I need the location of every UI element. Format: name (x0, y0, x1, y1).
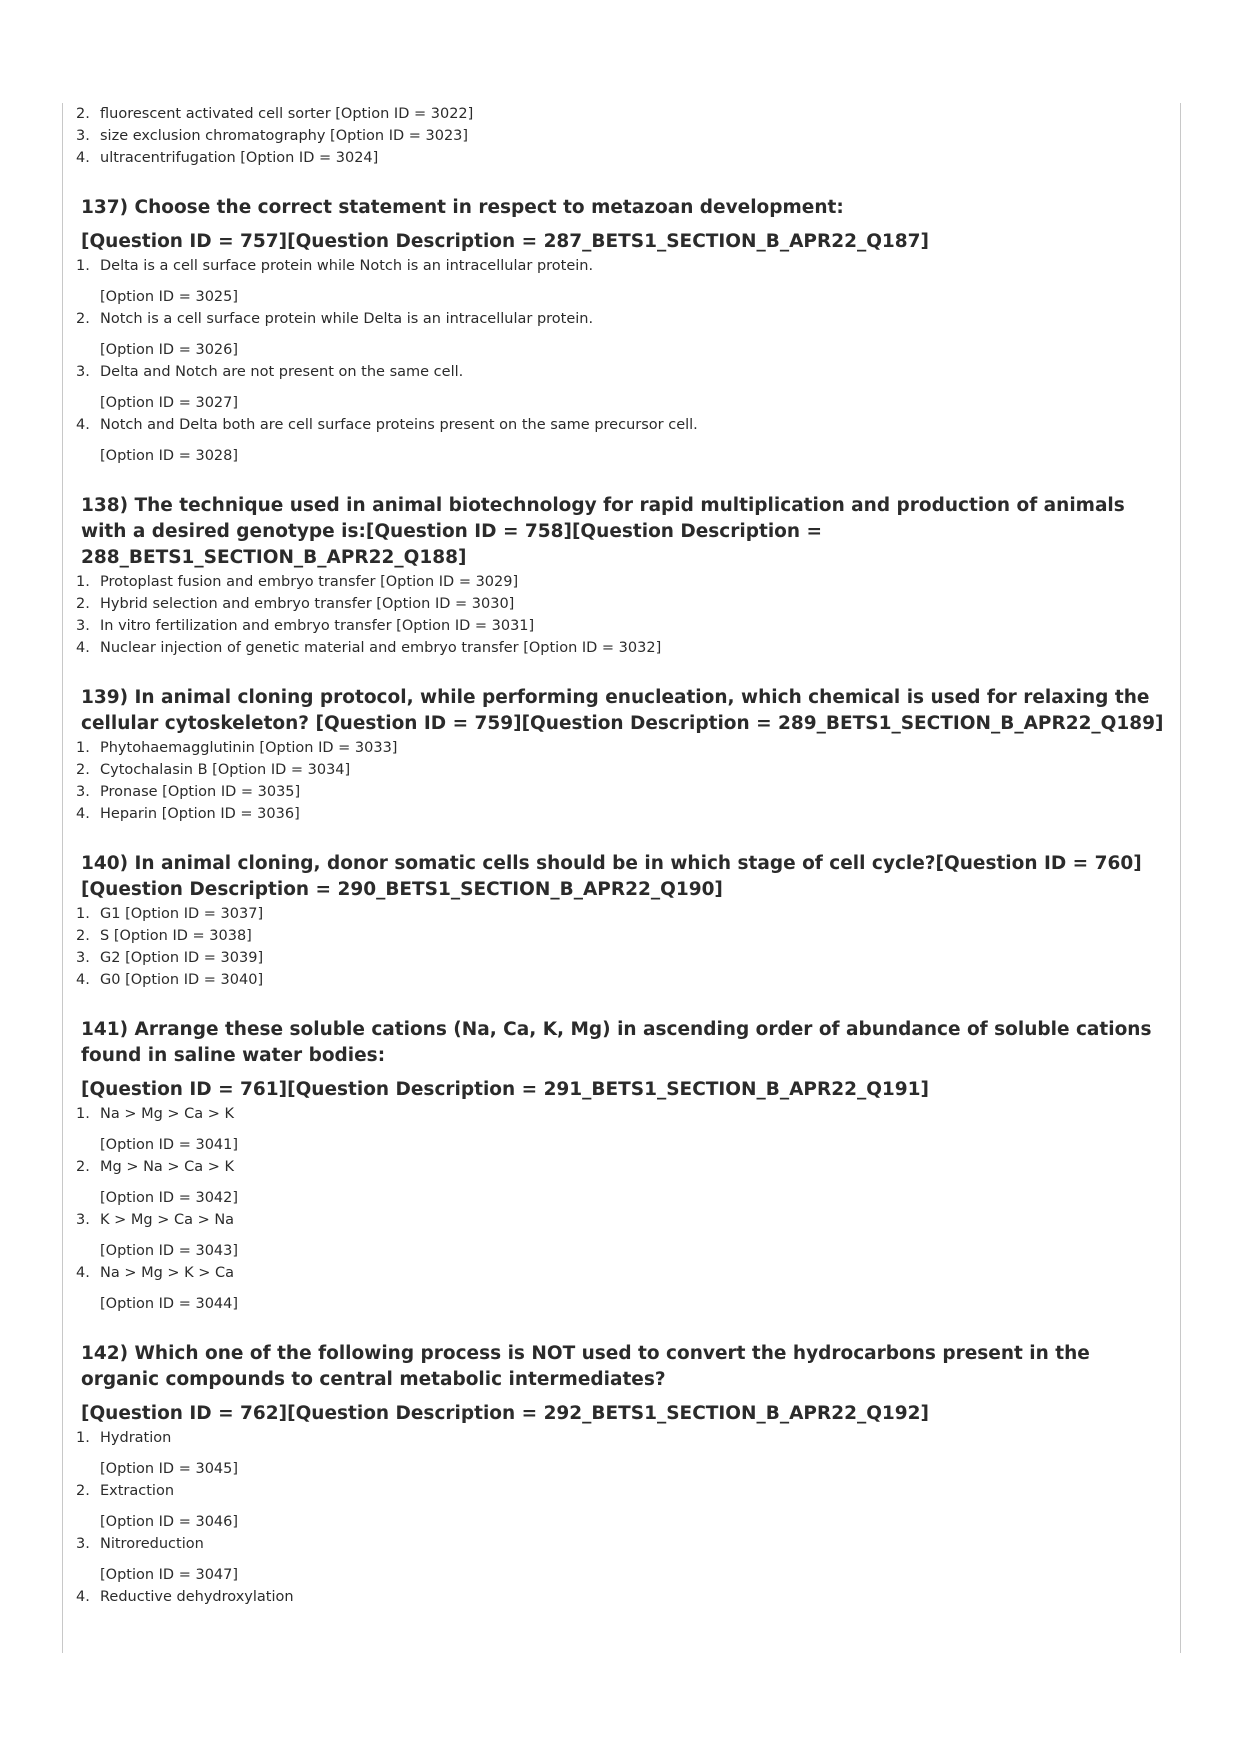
list-item: 3. In vitro fertilization and embryo transfer [Option ID = 3031] (76, 618, 535, 634)
prev-question-options (76, 103, 1170, 169)
question-id-line: [Question ID = 761][Question Description = 291_BETS1_SECTION_B_APR22_Q191] (81, 1079, 930, 1100)
option-id: [Option ID = 3046] (100, 1514, 239, 1530)
option-id: [Option ID = 3026] (100, 342, 239, 358)
list-item: 3. size exclusion chromatography [Option ID = 3023] (76, 128, 469, 144)
option-id: [Option ID = 3045] (100, 1461, 239, 1477)
list-item: 1. G1 [Option ID = 3037] (76, 906, 264, 922)
list-item: 3. Delta and Notch are not present on the same cell. [Option ID = 3027] (76, 361, 1170, 414)
question-id-line: [Question ID = 757][Question Description = 287_BETS1_SECTION_B_APR22_Q187] (81, 231, 930, 252)
question-heading: 140) In animal cloning, donor somatic cells should be in which stage of cell cycle?[Question ID = 760][Question Description = 290_BETS1_SECTION_B_APR22_Q190] (81, 853, 1142, 900)
option-id: [Option ID = 3043] (100, 1243, 239, 1259)
list-item: 4. Reductive dehydroxylation (76, 1589, 294, 1605)
right-border-rule (1180, 103, 1181, 1653)
list-item: 2. Extraction [Option ID = 3046] (76, 1480, 1170, 1533)
option-id: [Option ID = 3027] (100, 395, 239, 411)
list-item: 2. Hybrid selection and embryo transfer [Option ID = 3030] (76, 596, 515, 612)
list-item: 3. Nitroreduction [Option ID = 3047] (76, 1533, 1170, 1586)
question-139 (76, 685, 1170, 825)
list-item: 1. Phytohaemagglutinin [Option ID = 3033] (76, 740, 398, 756)
question-heading: 137) Choose the correct statement in respect to metazoan development: (81, 197, 844, 218)
list-item: 4. ultracentrifugation [Option ID = 3024] (76, 150, 379, 166)
list-item: 4. Heparin [Option ID = 3036] (76, 806, 300, 822)
list-item: 3. G2 [Option ID = 3039] (76, 950, 264, 966)
question-142 (76, 1341, 1170, 1608)
list-item: 4. Nuclear injection of genetic material and embryo transfer [Option ID = 3032] (76, 640, 662, 656)
option-id: [Option ID = 3041] (100, 1137, 239, 1153)
list-item: 2. fluorescent activated cell sorter [Option ID = 3022] (76, 106, 474, 122)
question-heading: 139) In animal cloning protocol, while performing enucleation, which chemical is used for relaxing the cellular cytoskeleton? [Question ID = 759][Question Description = 289_BETS1_SECTION_B_APR22_Q189] (81, 687, 1164, 734)
list-item: 1. Protoplast fusion and embryo transfer [Option ID = 3029] (76, 574, 519, 590)
left-border-rule (62, 103, 63, 1653)
list-item: 4. G0 [Option ID = 3040] (76, 972, 264, 988)
option-id: [Option ID = 3025] (100, 289, 239, 305)
option-id: [Option ID = 3044] (100, 1296, 239, 1312)
question-id-line: [Question ID = 762][Question Description = 292_BETS1_SECTION_B_APR22_Q192] (81, 1403, 930, 1424)
list-item: 3. K > Mg > Ca > Na [Option ID = 3043] (76, 1209, 1170, 1262)
list-item: 3. Pronase [Option ID = 3035] (76, 784, 301, 800)
question-heading: 141) Arrange these soluble cations (Na, Ca, K, Mg) in ascending order of abundance of soluble cations found in saline water bodies: (81, 1019, 1152, 1066)
list-item: 4. Na > Mg > K > Ca [Option ID = 3044] (76, 1262, 1170, 1315)
question-140 (76, 851, 1170, 991)
list-item: 2. Mg > Na > Ca > K [Option ID = 3042] (76, 1156, 1170, 1209)
list-item: 4. Notch and Delta both are cell surface proteins present on the same precursor cell. [Option ID = 3028] (76, 414, 1170, 467)
list-item: 2. Cytochalasin B [Option ID = 3034] (76, 762, 351, 778)
option-id: [Option ID = 3047] (100, 1567, 239, 1583)
list-item: 1. Delta is a cell surface protein while Notch is an intracellular protein. [Option ID = 3025] (76, 255, 1170, 308)
list-item: 2. S [Option ID = 3038] (76, 928, 252, 944)
list-item: 1. Na > Mg > Ca > K [Option ID = 3041] (76, 1103, 1170, 1156)
list-item: 2. Notch is a cell surface protein while Delta is an intracellular protein. [Option ID = 3026] (76, 308, 1170, 361)
list-item: 1. Hydration [Option ID = 3045] (76, 1427, 1170, 1480)
question-137 (76, 195, 1170, 467)
option-id: [Option ID = 3028] (100, 448, 239, 464)
question-heading: 138) The technique used in animal biotechnology for rapid multiplication and production of animals with a desired genotype is:[Question ID = 758][Question Description = 288_BETS1_SECTION_B_APR22_Q188] (81, 495, 1125, 568)
question-paper-page (76, 103, 1170, 1608)
option-id: [Option ID = 3042] (100, 1190, 239, 1206)
question-141 (76, 1017, 1170, 1315)
question-138 (76, 493, 1170, 659)
question-heading: 142) Which one of the following process is NOT used to convert the hydrocarbons present in the organic compounds to central metabolic intermediates? (81, 1343, 1090, 1390)
